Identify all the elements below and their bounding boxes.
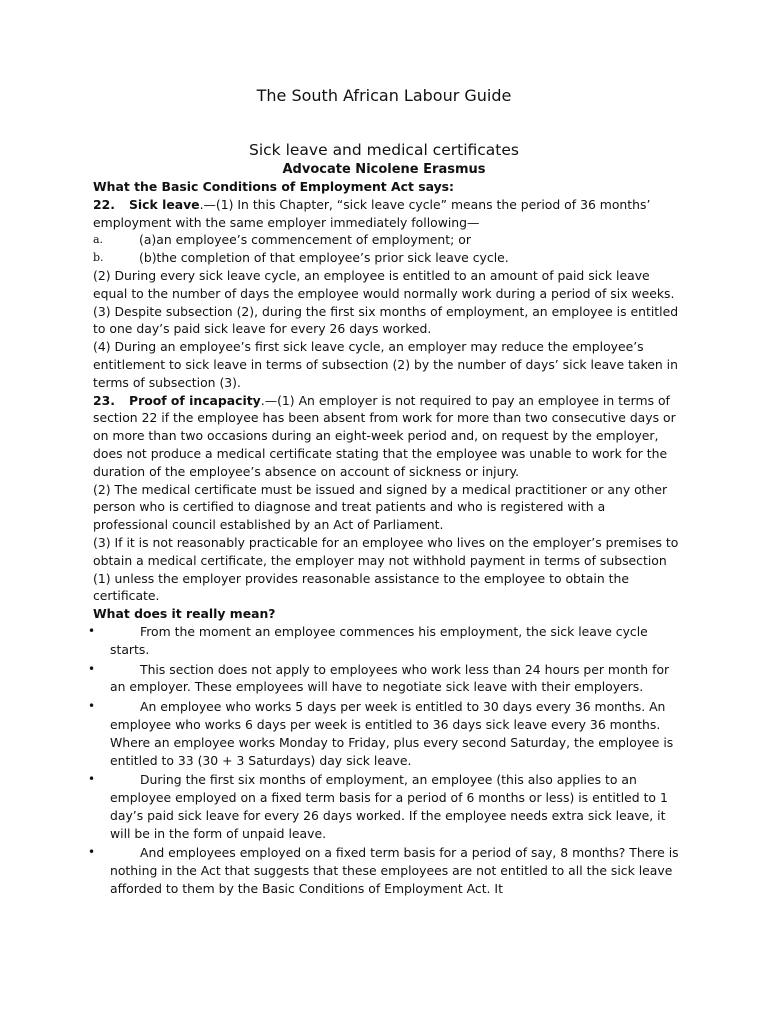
list-item bbox=[88, 771, 683, 842]
section-22-number: 22. bbox=[93, 196, 115, 212]
bullet-icon: • bbox=[88, 623, 96, 638]
bullet-icon: • bbox=[88, 772, 96, 787]
meaning-bullet-list bbox=[88, 623, 683, 898]
bullet-icon: • bbox=[88, 845, 96, 860]
document-title: The South African Labour Guide bbox=[256, 86, 512, 105]
list-item bbox=[88, 698, 683, 769]
bullet-icon: • bbox=[88, 661, 96, 676]
item-b-marker: b. bbox=[93, 251, 104, 265]
intro-heading: What the Basic Conditions of Employment Act says: bbox=[93, 179, 454, 194]
item-b-text: (b)the completion of that employee’s prior sick leave cycle. bbox=[139, 250, 509, 266]
meaning-heading: What does it really mean? bbox=[93, 606, 276, 622]
list-item bbox=[88, 661, 683, 697]
section-23-paragraph-3: (3) If it is not reasonably practicable for an employee who lives on the employer’s premises to obtain a medical certificate, the employer may not withhold payment in terms of subsection (1) unless the employer provides reasonable assistance to the employee to obtain the certificate. bbox=[93, 534, 679, 604]
bullet-text: During the first six months of employment, an employee (this also applies to an employee employed on a fixed term basis for a period of 6 months or less) is entitled to 1 day’s paid sick leave for every 26 days worked. If the employee needs extra sick leave, it will be in the form of unpaid leave. bbox=[110, 772, 668, 841]
bullet-text: And employees employed on a fixed term basis for a period of say, 8 months? There is nothing in the Act that suggests that these employees are not entitled to all the sick leave afforded to them by the Basic Conditions of Employment Act. It bbox=[110, 845, 679, 897]
bullet-icon: • bbox=[88, 699, 96, 714]
section-22-item-b bbox=[93, 249, 683, 267]
section-22-paragraph-3: (3) Despite subsection (2), during the first six months of employment, an employee is entitled to one day’s paid sick leave for every 26 days worked. bbox=[93, 303, 679, 337]
section-22-text: .—(1) In this Chapter, “sick leave cycle” means the period of 36 months’ employment with the same employer immediately following— bbox=[93, 196, 651, 230]
document-body bbox=[88, 178, 683, 900]
document-subtitle: Sick leave and medical certificates bbox=[249, 141, 519, 159]
item-a-marker: a. bbox=[93, 233, 104, 247]
bullet-text: This section does not apply to employees who work less than 24 hours per month for an employer. These employees will have to negotiate sick leave with their employers. bbox=[110, 661, 670, 695]
item-a-text: (a)an employee’s commencement of employment; or bbox=[139, 232, 471, 248]
document-author: Advocate Nicolene Erasmus bbox=[282, 162, 486, 177]
section-23-text: .—(1) An employer is not required to pay an employee in terms of section 22 if the employee has been absent from work for more than two consecutive days or on more than two occasions during an eight-week period and, on request by the employer, does not produce a medical certificate stating that the employee was unable to work for the duration of the employee’s absence on account of sickness or injury. bbox=[93, 392, 676, 479]
bullet-text: An employee who works 5 days per week is entitled to 30 days every 36 months. An employee who works 6 days per week is entitled to 36 days sick leave every 36 months. Where an employee works Monday to Friday, plus every second Saturday, the employee is entitled to 33 (30 + 3 Saturdays) day sick leave. bbox=[110, 699, 674, 768]
section-23-heading: Proof of incapacity bbox=[129, 392, 261, 408]
section-22-heading: Sick leave bbox=[129, 196, 200, 212]
list-item bbox=[88, 623, 683, 659]
section-22-paragraph-4: (4) During an employee’s first sick leave cycle, an employer may reduce the employee’s entitlement to sick leave in terms of subsection (2) by the number of days’ sick leave taken in terms of subsection (3). bbox=[93, 339, 678, 390]
section-23-number: 23. bbox=[93, 392, 115, 408]
section-22-item-a bbox=[93, 231, 683, 249]
bullet-text: From the moment an employee commences his employment, the sick leave cycle starts. bbox=[110, 623, 648, 657]
section-22-paragraph-1 bbox=[93, 196, 683, 232]
list-item bbox=[88, 844, 683, 897]
section-22-paragraph-2: (2) During every sick leave cycle, an employee is entitled to an amount of paid sick leave equal to the number of days the employee would normally work during a period of six weeks. bbox=[93, 267, 675, 301]
section-23-paragraph-2: (2) The medical certificate must be issued and signed by a medical practitioner or any other person who is certified to diagnose and treat patients and who is registered with a professional council established by an Act of Parliament. bbox=[93, 481, 668, 533]
section-23-paragraph-1 bbox=[93, 392, 683, 481]
